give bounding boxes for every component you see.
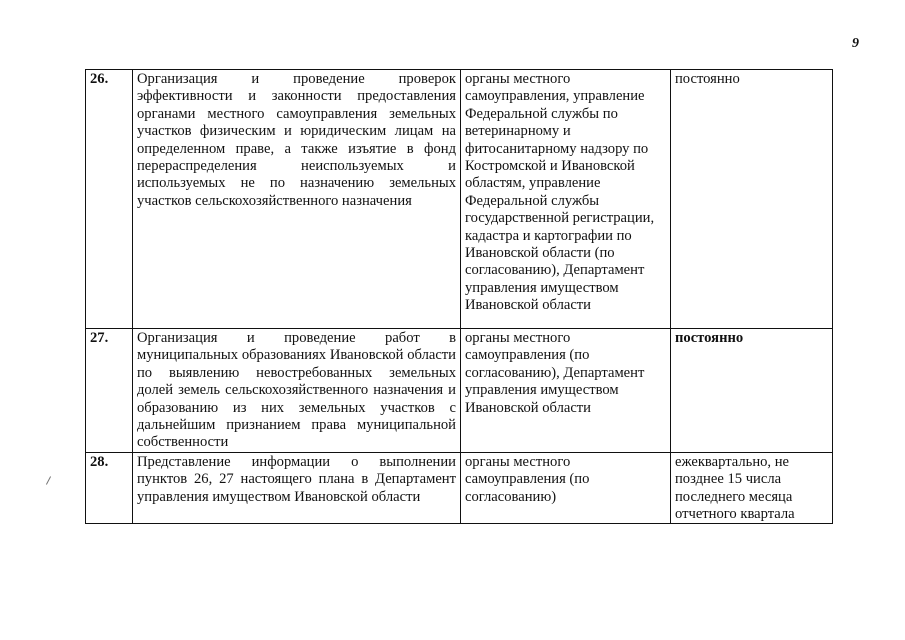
table-row [86,452,833,524]
execution-term: ежеквартально, не позднее 15 числа последнего месяца отчетного квартала [671,452,833,524]
row-number: 28. [86,452,133,524]
table-row [86,329,833,453]
execution-term: постоянно [671,329,833,453]
task-description: Организация и проведение проверок эффективности и законности предоставления органами местного самоуправления земельных участков физическим и юридическим лицам на определенном праве, а также изъятие в фонд перераспределения неиспользуемых и используемых не по назначению земельных участков сельскохозяйственного назначения [133,70,461,329]
row-number: 26. [86,70,133,329]
page-number: 9 [852,36,859,51]
action-plan-table [85,69,833,524]
responsible-executors: органы местного самоуправления, управление Федеральной службы по ветеринарному и фитосанитарному надзору по Костромской и Ивановской областям, управление Федеральной службы государственной регистрации, кадастра и картографии по Ивановской области (по согласованию), Департамент управления имуществом Ивановской области [461,70,671,329]
task-description: Представление информации о выполнении пунктов 26, 27 настоящего плана в Департамент управления имуществом Ивановской области [133,452,461,524]
execution-term: постоянно [671,70,833,329]
table-row [86,70,833,329]
row-number: 27. [86,329,133,453]
scan-artifact-mark [46,476,51,484]
responsible-executors: органы местного самоуправления (по согласованию), Департамент управления имуществом Ивановской области [461,329,671,453]
responsible-executors: органы местного самоуправления (по согласованию) [461,452,671,524]
task-description: Организация и проведение работ в муниципальных образованиях Ивановской области по выявлению невостребованных земельных долей земель сельскохозяйственного назначения и образованию из них земельных участков с дальнейшим признанием права муниципальной собственности [133,329,461,453]
